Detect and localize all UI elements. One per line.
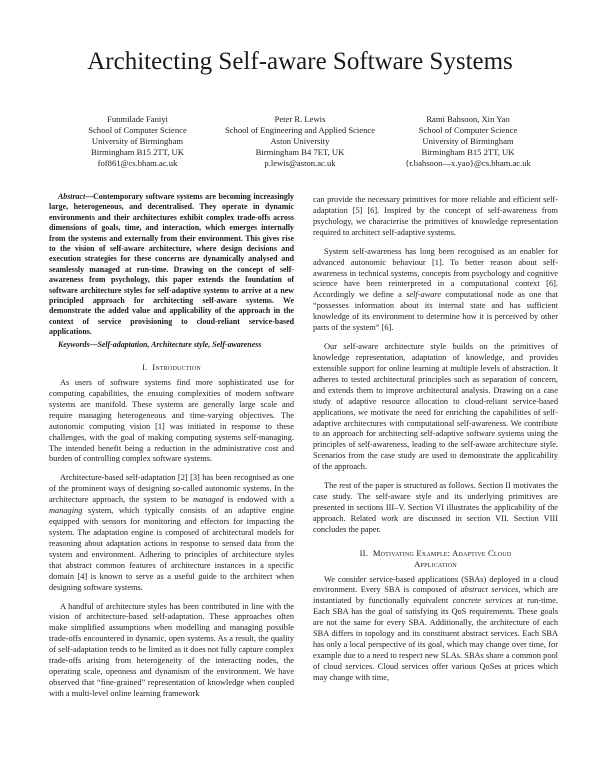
author-organization: University of Birmingham bbox=[91, 135, 184, 146]
keywords-text: —Self-adaptation, Architecture style, Self-awareness bbox=[89, 339, 262, 349]
intro-paragraph-6: The rest of the paper is structured as follows. Section II motivates the case study. The self-aware style and its underlying primitives are presented in sections III–V. Section VI illustrates the applicability of the approach. Related work are discussed in section VII. Section VIII concludes the paper. bbox=[313, 481, 558, 534]
section-title-continued: Application bbox=[414, 558, 457, 569]
keywords-label: Keywords bbox=[58, 339, 90, 349]
intro-paragraph-3: A handful of architecture styles has been contributed in line with the vision of architecture-based self-adaptation. These approaches often make simplified assumptions when modelling and managing possible trade-offs encountered in dynamic, open systems. As a result, the quality of self-adaptation tends to be limited as it does not fully capture complex trade-offs arising from heterogeneity of the interacting nodes, the operating scale, openness and dynamism of the environment. We have observed that “fine-grained” representation of knowledge when coupled with a multi-level online learning framework bbox=[49, 601, 294, 698]
author-name: Rami Bahsoon, Xin Yao bbox=[426, 114, 510, 124]
intro-paragraph-2 bbox=[49, 473, 294, 593]
emphasis: managed bbox=[193, 495, 224, 505]
author-block bbox=[373, 114, 563, 169]
author-email: {r.bahsoon—x.yao}@cs.bham.ac.uk bbox=[405, 157, 531, 168]
author-department: School of Computer Science bbox=[418, 124, 518, 135]
text-run: We consider service-based applications (SBAs) deployed in a cloud environment. Every SBA is composed of bbox=[313, 574, 558, 595]
text-run: system, which typically consists of an adaptive engine equipped with sensors for monitoring and effectors for impacting the system. The adaptation engine is composed of architectural models for reasoning about adaptation actions in response to sensed data from the system and environment. Adhering to principles of architecture styles that abstract common features of architecture instances in a specific domain [4] is known to serve as a useful guide to the architect when designing software systems. bbox=[49, 506, 294, 592]
text-run: is endowed with a bbox=[223, 495, 294, 505]
author-name: Peter R. Lewis bbox=[274, 114, 326, 124]
section-number: I. bbox=[142, 362, 148, 373]
section-heading-line bbox=[313, 548, 558, 559]
author-organization: University of Birmingham bbox=[422, 135, 514, 146]
author-email: fof861@cs.bham.ac.uk bbox=[97, 157, 178, 168]
emphasis: abstract services bbox=[460, 585, 519, 595]
text-run: System self-awareness has long been recognised as an enabler for advanced autonomic behaviour [1]. To better reason about self-awareness in technical systems, concepts from psychology and cognitive science have been reinterpreted in a computational context [6]. Accordingly we define a bbox=[313, 246, 558, 300]
author-name: Funmilade Faniyi bbox=[107, 114, 168, 124]
author-department: School of Engineering and Applied Science bbox=[224, 124, 376, 135]
section-heading-introduction bbox=[49, 362, 294, 373]
author-department: School of Computer Science bbox=[88, 124, 187, 135]
abstract-label: Abstract bbox=[58, 192, 86, 201]
motivating-paragraph-1 bbox=[313, 575, 558, 684]
author-organization: Aston University bbox=[270, 135, 330, 146]
abstract-text: —Contemporary software systems are becoming increasingly large, heterogeneous, and decentralised. They operate in dynamic environments and their architectures exhibit complex trade-offs across dimensions of goals, time, and interaction, which emerges internally from the systems and externally from their environment. This gives rise to the vision of self-aware architecture, where design decisions and execution strategies for these concerns are dynamically analysed and seamlessly managed at run-time. Drawing on the concept of self-awareness from psychology, this paper extends the foundation of software architecture styles for self-adaptive systems to arrive at a new principled approach for architecting self-aware systems. We demonstrate the added value and applicability of the approach in the context of service provisioning to cloud-reliant service-based applications. bbox=[49, 192, 294, 337]
abstract bbox=[49, 192, 294, 338]
text-run: at run-time. Each SBA has the goal of satisfying its QoS requirements. These goals are not the same for every SBA. Additionally, the architecture of each SBA differs in topology and its constituent abstract services. Each SBA has only a local perspective of its goal, which may change over time, for example due to a need to respect new SLAs. SBAs share a common pool of cloud services. Cloud services offer various QoSes at prices which may change with time, bbox=[313, 596, 558, 682]
intro-paragraph-3-continued: can provide the necessary primitives for more reliable and efficient self-adaptation [5] [6]. Inspired by the concept of self-awareness from psychology, we characterise the primitives of knowledge representation required to architect self-adaptive systems. bbox=[313, 195, 558, 237]
section-title: Motivating Example: Adaptive Cloud bbox=[372, 547, 512, 558]
section-heading-motivating-example bbox=[313, 548, 558, 570]
text-run: Architecture-based self-adaptation [2] [3] has been recognised as one of the prominent ways of designing so-called autonomic systems. In the architecture approach, the system to be bbox=[49, 473, 294, 505]
section-title: Introduction bbox=[152, 362, 201, 373]
keywords bbox=[49, 340, 294, 350]
intro-paragraph-5: Our self-aware architecture style builds on the primitives of knowledge representation, adaptation of knowledge, and provides extensible support for online learning at multiple levels of abstraction. It adheres to tested architectural principles such as separation of concern, and extends them to improve architectural analysis. Drawing on a case study of adaptive resource allocation to cloud-reliant service-based applications, we motivate the need for enriching the capabilities of self-adaptive architectures with computational self-awareness. We contribute to an approach for architecting self-adaptive software systems using the principles of self-awareness, leading to the self-aware architecture style. Scenarios from the case study are used to demonstrate the applicability of the approach. bbox=[313, 342, 558, 472]
author-email: p.lewis@aston.ac.uk bbox=[264, 157, 336, 168]
author-address: Birmingham B15 2TT, UK bbox=[91, 146, 184, 157]
emphasis: concrete services bbox=[452, 596, 513, 606]
section-number: II. bbox=[359, 547, 369, 558]
intro-paragraph-4 bbox=[313, 247, 558, 334]
left-column bbox=[49, 192, 294, 700]
intro-paragraph-1: As users of software systems find more sophisticated use for computing capabilities, the ensuing complexities of modern software systems are manifold. These systems are generally large scale and require managing heterogeneous and time-varying objectives. The autonomic computing vision [1] was initiated in response to these challenges, with the goal of making computing systems self-managing. The intended benefit being a reduction in the administrative cost and burden of controlling complex software systems. bbox=[49, 378, 294, 464]
emphasis: managing bbox=[49, 506, 83, 516]
right-column bbox=[313, 195, 558, 684]
author-address: Birmingham B15 2TT, UK bbox=[421, 146, 515, 157]
text-run: , which are instantiated by functionally equivalent bbox=[313, 585, 558, 606]
emphasis: self-aware bbox=[406, 290, 442, 300]
author-address: Birmingham B4 7ET, UK bbox=[255, 146, 345, 157]
paper-title: Architecting Self-aware Software Systems bbox=[87, 48, 513, 75]
text-run: computational node as one that “possesses information about its internal state and has sufficient knowledge of its environment to determine how it is perceived by other parts of the system” [6]. bbox=[313, 290, 558, 333]
